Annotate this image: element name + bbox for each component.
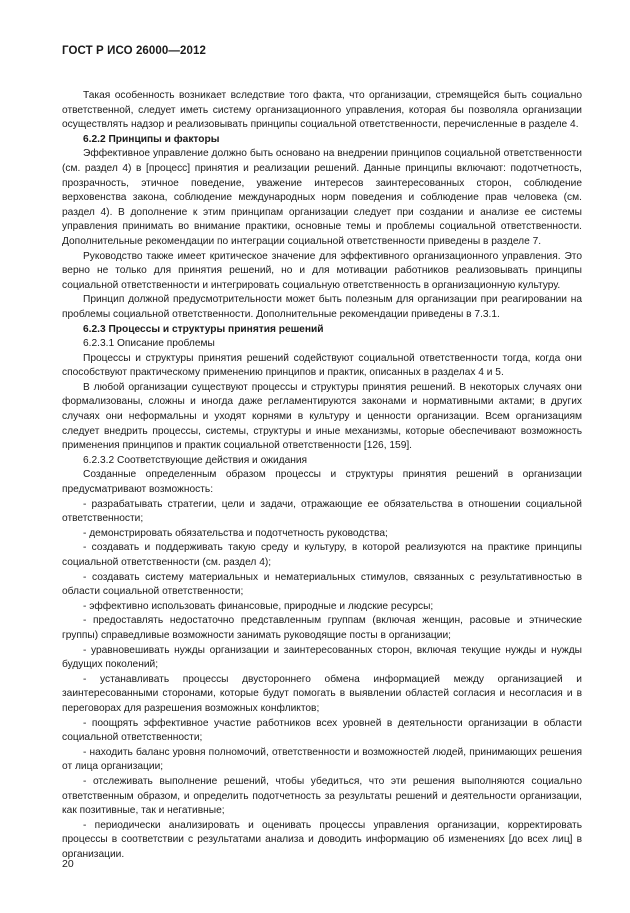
list-item: - поощрять эффективное участие работников всех уровней в деятельности организации в области социальной ответственности;	[62, 717, 582, 744]
list-item: - создавать и поддерживать такую среду и культуру, в которой реализуются на практике принципы социальной ответственности (см. раздел 4);	[62, 542, 582, 568]
page-number: 20	[62, 858, 74, 870]
paragraph: Процессы и структуры принятия решений содействуют социальной ответственности тогда, когда они способствуют практическому применению принципов и практик, описанных в разделах 4 и 5.	[62, 352, 582, 379]
paragraph: Эффективное управление должно быть основано на внедрении принципов социальной ответственности (см. раздел 4) в [процесс] принятия и реализации решений. Данные принципы включают: подотчетность, прозрачность, этичное поведение, уважение интересов заинтересованных сторон, соблюдение верховенства закона, соблюдение международных норм поведения и соблюдение прав человека (см. раздел 4). В дополнение к этим принципам организации следует при создании и анализе ее системы управления принимать во внимание практики, основные темы и проблемы социальной ответственности. Дополнительные рекомендации по интеграции социальной ответственности приведены в разделе 7.	[62, 148, 582, 247]
paragraph: Руководство также имеет критическое значение для эффективного организационного управления. Это верно не только для принятия решений, но и для мотивации работников реализовывать принципы социальной ответственности и интегрировать социальную ответственность в организационную культуру.	[62, 250, 582, 291]
paragraph: В любой организации существуют процессы и структуры принятия решений. В некоторых случаях они формализованы, сложны и иногда даже регламентируются законами и нормативными актами; в других случаях они неформальны и уходят корнями в культуру и ценности организации. Всем организациям следует внедрить процессы, системы, структуры и иные механизмы, которые обеспечивают возможность применения принципов и практик социальной ответственности [126, 159].	[62, 381, 582, 452]
paragraph: Созданные определенным образом процессы и структуры принятия решений в организации предусматривают возможность:	[62, 469, 582, 496]
list-item: - отслеживать выполнение решений, чтобы убедиться, что эти решения выполняются социально ответственным образом, и определить подотчетность за результаты решений и деятельности организации, как позитивные, так и негативные;	[62, 775, 582, 817]
subsection-heading: 6.2.3.2 Соответствующие действия и ожидания	[83, 454, 308, 466]
list-item: - периодически анализировать и оценивать процессы управления организации, корректировать процессы в соответствии с результатами анализа и доводить информацию об изменениях [до всех лиц] в организации.	[62, 819, 582, 860]
list-item: - предоставлять недостаточно представленным группам (включая женщин, расовые и этнические группы) справедливые возможности занимать руководящие посты в организации;	[62, 615, 582, 641]
list-item: - создавать систему материальных и нематериальных стимулов, связанных с результативностью в области социальной ответственности;	[62, 571, 582, 598]
list-item: - разрабатывать стратегии, цели и задачи, отражающие ее обязательства в отношении социальной ответственности;	[62, 498, 582, 525]
document-header: ГОСТ Р ИСО 26000—2012	[62, 45, 207, 57]
list-item: - уравновешивать нужды организации и заинтересованных сторон, включая текущие нужды и нужды будущих поколений;	[62, 644, 582, 671]
document-body	[62, 89, 582, 862]
list-item: - находить баланс уровня полномочий, ответственности и возможностей людей, принимающих решения от лица организации;	[62, 746, 582, 773]
list-item: - эффективно использовать финансовые, природные и людские ресурсы;	[83, 600, 434, 612]
paragraph: Такая особенность возникает вследствие того факта, что организации, стремящейся быть социально ответственной, следует иметь систему организационного управления, которая бы позволяла организации осуществлять надзор и реализовывать принципы социальной ответственности, перечисленные в разделе 4.	[62, 90, 582, 131]
list-item: - устанавливать процессы двустороннего обмена информацией между организацией и заинтересованными сторонами, которые будут помогать в выявлении областей согласия и несогласия и в переговорах для разрешения возможных конфликтов;	[62, 673, 582, 714]
subsection-heading: 6.2.3.1 Описание проблемы	[83, 338, 215, 350]
list-item: - демонстрировать обязательства и подотчетность руководства;	[83, 527, 388, 539]
paragraph: Принцип должной предусмотрительности может быть полезным для организации при реагировании на проблемы социальной ответственности. Дополнительные рекомендации приведены в 7.3.1.	[62, 294, 582, 320]
section-heading: 6.2.3 Процессы и структуры принятия решений	[83, 323, 324, 335]
section-heading: 6.2.2 Принципы и факторы	[83, 133, 220, 145]
